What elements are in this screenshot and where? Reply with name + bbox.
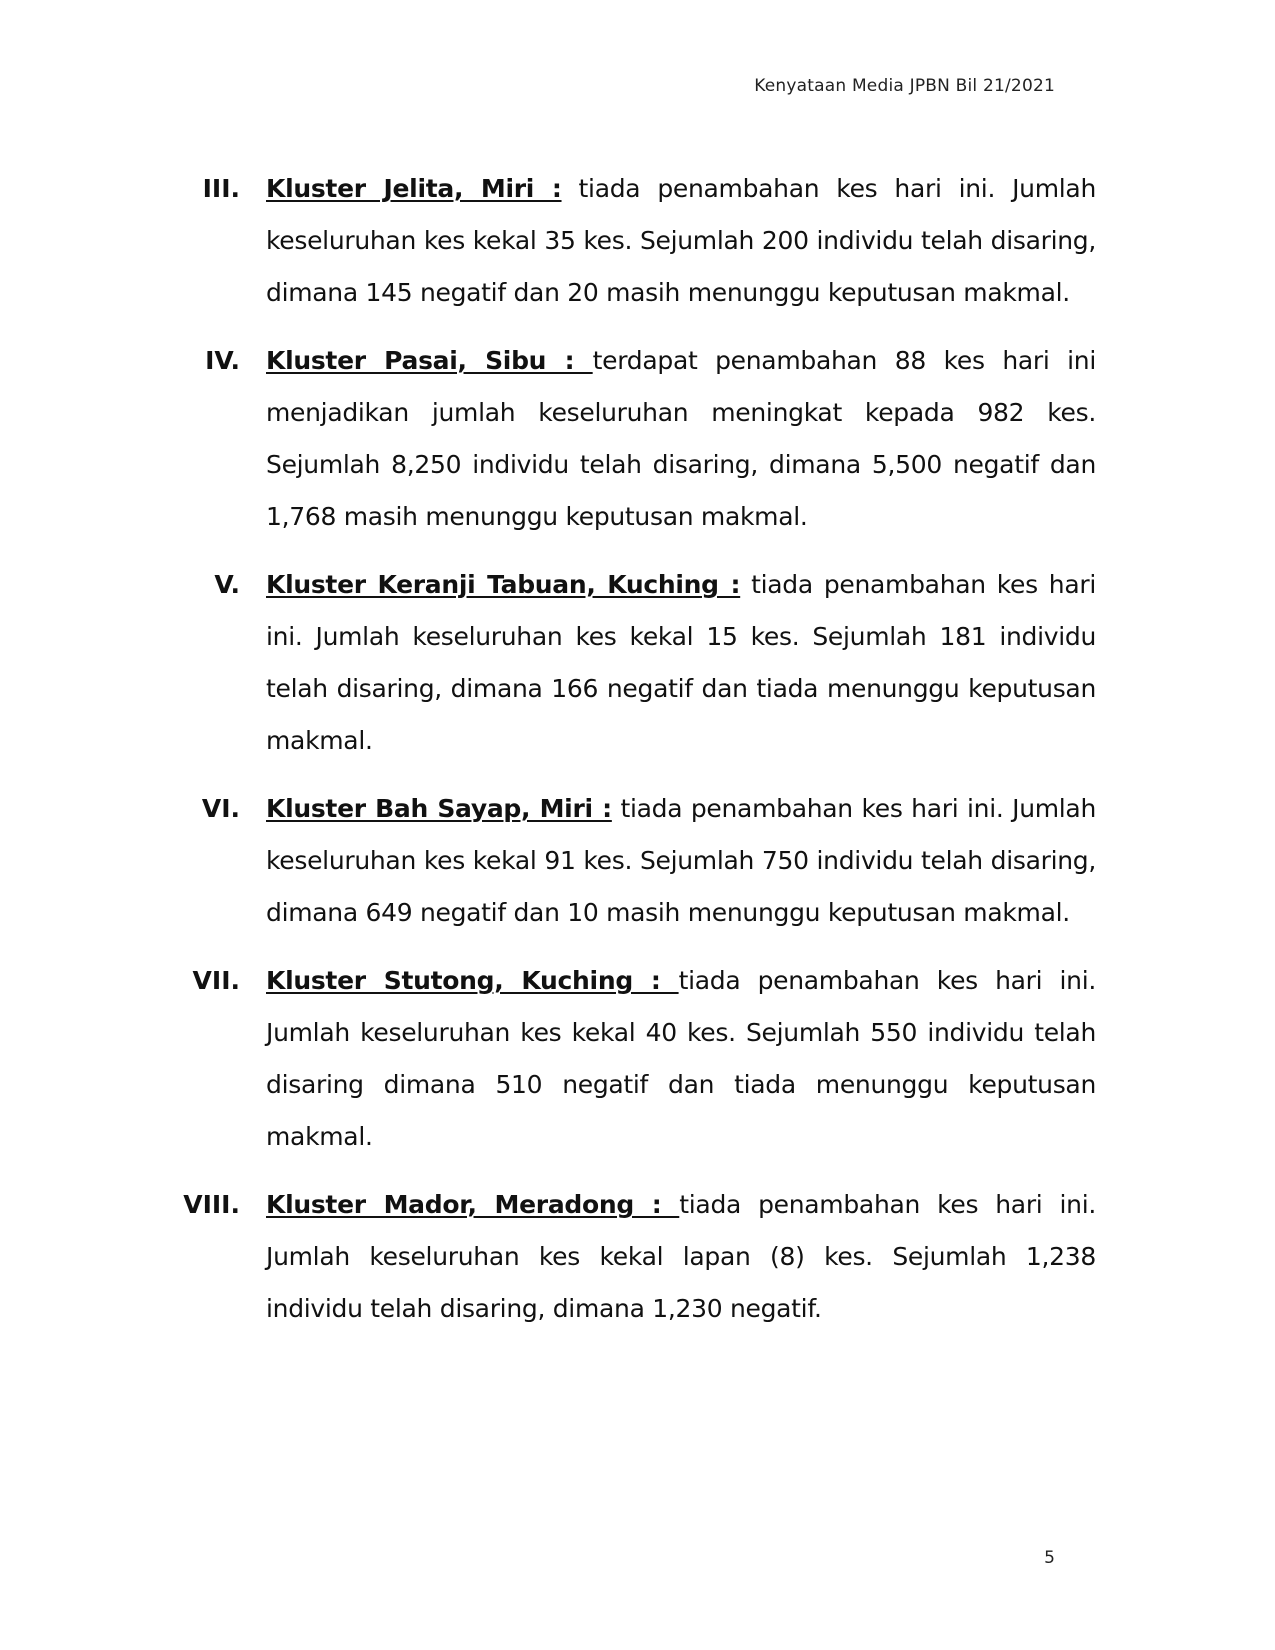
item-text: tiada penambahan kes hari ini. Jumlah keseluruhan kes kekal 40 kes. Sejumlah 550 individu telah disaring dimana 510 negatif dan tiada menunggu keputusan makmal. (266, 966, 1097, 1151)
document-header: Kenyataan Media JPBN Bil 21/2021 (754, 76, 1055, 96)
item-text: tiada penambahan kes hari ini. Jumlah keseluruhan kes kekal lapan (8) kes. Sejumlah 1,238 individu telah disaring, dimana 1,230 negatif. (266, 1190, 1096, 1323)
item-body (266, 335, 1096, 543)
item-numeral: VII. (192, 966, 240, 995)
item-title: Kluster Pasai, Sibu : (266, 346, 593, 375)
item-title: Kluster Keranji Tabuan, Kuching : (266, 570, 741, 599)
item-body (266, 955, 1096, 1163)
list-item-vii (0, 955, 1275, 1163)
list-item-iii (0, 163, 1275, 319)
list-item-viii (0, 1179, 1275, 1335)
item-numeral: IV. (205, 346, 240, 375)
item-body (266, 783, 1096, 939)
list-item-vi (0, 783, 1275, 939)
item-title: Kluster Mador, Meradong : (266, 1190, 680, 1219)
item-title: Kluster Bah Sayap, Miri : (266, 794, 612, 823)
item-body (266, 163, 1096, 319)
item-text: terdapat penambahan 88 kes hari ini menjadikan jumlah keseluruhan meningkat kepada 982 kes. Sejumlah 8,250 individu telah disaring, dimana 5,500 negatif dan 1,768 masih menunggu keputusan makmal. (266, 346, 1096, 531)
item-text: tiada penambahan kes hari ini. Jumlah keseluruhan kes kekal 15 kes. Sejumlah 181 individu telah disaring, dimana 166 negatif dan tiada menunggu keputusan makmal. (266, 570, 1096, 755)
item-numeral: III. (202, 174, 240, 203)
list-item-v (0, 559, 1275, 767)
cluster-list (0, 163, 1275, 1351)
item-body (266, 1179, 1096, 1335)
item-numeral: VIII. (183, 1190, 240, 1219)
item-numeral: VI. (201, 794, 240, 823)
item-body (266, 559, 1096, 767)
page-number: 5 (1044, 1548, 1055, 1568)
item-title: Kluster Stutong, Kuching : (266, 966, 679, 995)
item-text: tiada penambahan kes hari ini. Jumlah keseluruhan kes kekal 35 kes. Sejumlah 200 individu telah disaring, dimana 145 negatif dan 20 masih menunggu keputusan makmal. (266, 174, 1096, 307)
item-title: Kluster Jelita, Miri : (266, 174, 562, 203)
item-numeral: V. (214, 570, 240, 599)
item-text: tiada penambahan kes hari ini. Jumlah keseluruhan kes kekal 91 kes. Sejumlah 750 individu telah disaring, dimana 649 negatif dan 10 masih menunggu keputusan makmal. (266, 794, 1096, 927)
list-item-iv (0, 335, 1275, 543)
